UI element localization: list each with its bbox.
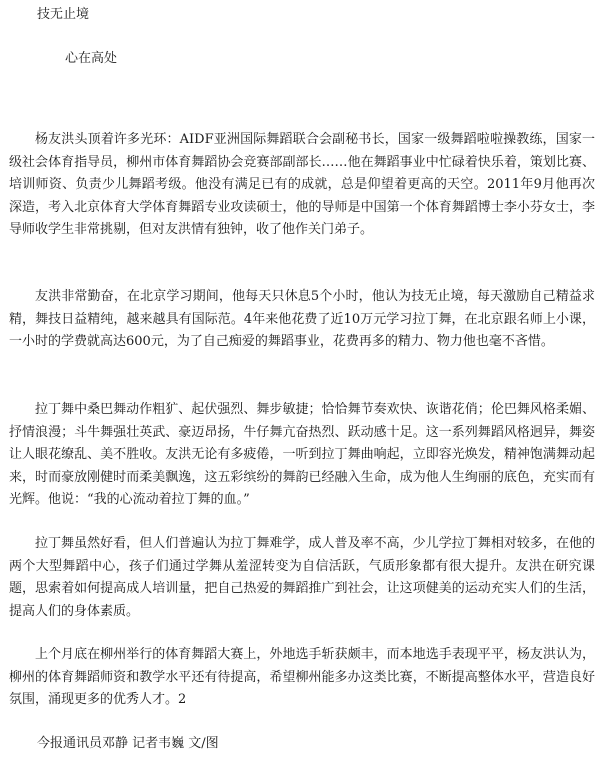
paragraph-4: 拉丁舞虽然好看，但人们普遍认为拉丁舞难学，成人普及率不高，少儿学拉丁舞相对较多，在他的两个大型舞蹈中心，孩子们通过学舞从羞涩转变为自信活跃，气质形象都有很大提升。友洪在研究课题，思索着如何提高成人培训量，把自己热爱的舞蹈推广到社会，让这项健美的运动充实人们的生活，提高人们的身体素质。 — [9, 536, 595, 619]
byline: 今报通讯员邓静 记者韦巍 文/图 — [37, 736, 219, 751]
paragraph-5: 上个月底在柳州举行的体育舞蹈大赛上，外地选手斩获颇丰，而本地选手表现平平，杨友洪认为，柳州的体育舞蹈师资和教学水平还有待提高，希望柳州能多办这类比赛，不断提高整体水平，营造良好氛围，涌现更多的优秀人才。2 — [9, 647, 595, 707]
article-subtitle: 心在高处 — [65, 51, 118, 66]
paragraph-3: 拉丁舞中桑巴舞动作粗犷、起伏强烈、舞步敏捷；恰恰舞节奏欢快、诙谐花俏；伦巴舞风格柔媚、抒情浪漫；斗牛舞强壮英武、豪迈昂扬，牛仔舞亢奋热烈、跃动感十足。这一系列舞蹈风格迥异，舞姿让人眼花缭乱、美不胜收。友洪无论有多疲倦，一听到拉丁舞曲响起，立即容光焕发，精神饱满舞动起来，时而豪放刚健时而柔美飘逸，这五彩缤纷的舞韵已经融入生命，成为他人生绚丽的底色，充实而有光辉。他说：“我的心流动着拉丁舞的血。” — [9, 402, 595, 507]
paragraph-1: 杨友洪头顶着许多光环：AIDF亚洲国际舞蹈联合会副秘书长，国家一级舞蹈啦啦操教练，国家一级社会体育指导员，柳州市体育舞蹈协会竞赛部副部长……他在舞蹈事业中忙碌着快乐着，策划比赛、培训师资、负责少儿舞蹈考级。他没有满足已有的成就，总是仰望着更高的天空。2011年9月他再次深造，考入北京体育大学体育舞蹈专业攻读硕士，他的导师是中国第一个体育舞蹈博士李小芬女士，李导师收学生非常挑剔，但对友洪情有独钟，收了他作关门弟子。 — [9, 132, 595, 237]
article-title: 技无止境 — [37, 7, 90, 22]
paragraph-2: 友洪非常勤奋，在北京学习期间，他每天只休息5个小时，他认为技无止境，每天激励自己精益求精，舞技日益精纯，越来越具有国际范。4年来他花费了近10万元学习拉丁舞，在北京跟名师上小课，一小时的学费就高达600元，为了自己痴爱的舞蹈事业，花费再多的精力、物力他也毫不吝惜。 — [9, 289, 595, 349]
